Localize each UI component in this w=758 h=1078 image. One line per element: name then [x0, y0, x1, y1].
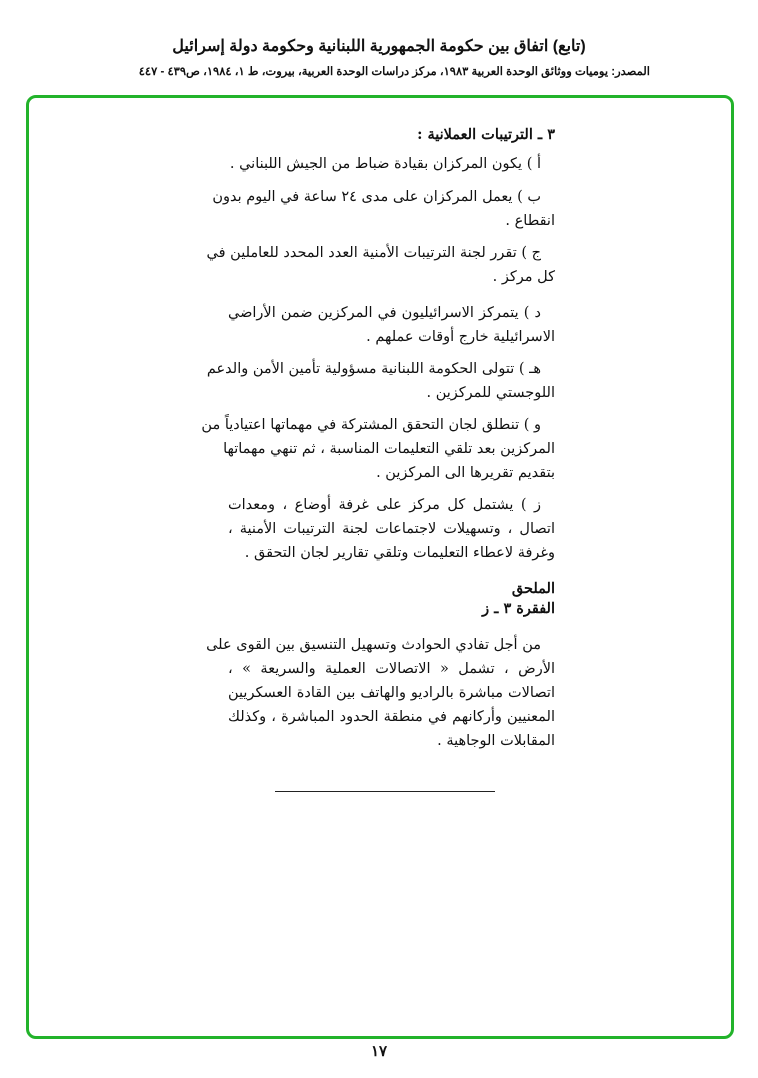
page-number: ١٧ [370, 1043, 388, 1060]
annex-heading [228, 577, 555, 621]
clause-e [206, 357, 555, 405]
section-heading [228, 123, 555, 147]
annex-line: اتصالات مباشرة بالراديو والهاتف بين القادة العسكريين [228, 685, 555, 701]
page-frame [26, 95, 734, 1039]
clause-line: اللوجستي للمركزين . [426, 385, 555, 401]
clause-line: اتصال ، وتسهيلات لاجتماعات لجنة الترتيبات الأمنية ، [228, 521, 555, 537]
clause-c [206, 241, 555, 289]
clause-g [228, 493, 555, 565]
clause-d [228, 301, 555, 349]
section-heading-text: ٣ ـ الترتيبات العملانية : [417, 126, 555, 143]
source-citation: المصدر: يوميات ووثائق الوحدة العربية ١٩٨٣، مركز دراسات الوحدة العربية، بيروت، ط ١، ١٩٨٤، ص٤٣٩ - ٤٤٧ [138, 66, 650, 78]
clause-line: المركزين بعد تلقي التعليمات المناسبة ، ثم تنهي مهماتها [223, 441, 555, 457]
clause-line: ب ) يعمل المركزان على مدى ٢٤ ساعة في اليوم بدون [212, 189, 541, 205]
clause-line: هـ ) تتولى الحكومة اللبنانية مسؤولية تأمين الأمن والدعم [206, 361, 541, 377]
clause-line: انقطاع . [505, 213, 555, 229]
annex-line: من أجل تفادي الحوادث وتسهيل التنسيق بين القوى على [206, 637, 541, 653]
annex-line: الأرض ، تشمل « الاتصالات العملية والسريعة » ، [228, 661, 555, 677]
end-divider [275, 791, 495, 792]
clause-a [228, 152, 555, 176]
clause-line: بتقديم تقريرها الى المركزين . [376, 465, 555, 481]
clause-line: وغرفة لاعطاء التعليمات وتلقي تقارير لجان التحقق . [244, 545, 555, 561]
clause-line: د ) يتمركز الاسرائيليون في المركزين ضمن الأراضي [228, 305, 541, 321]
clause-line: أ ) يكون المركزان بقيادة ضباط من الجيش اللبناني . [229, 156, 541, 172]
annex-paragraph [206, 633, 555, 753]
clause-f [201, 413, 555, 485]
clause-line: ج ) تقرر لجنة الترتيبات الأمنية العدد المحدد للعاملين في [206, 245, 541, 261]
clause-line: كل مركز . [492, 269, 555, 285]
annex-line: المعنيين وأركانهم في منطقة الحدود المباشرة ، وكذلك [228, 709, 555, 725]
document-title: (تابع) اتفاق بين حكومة الجمهورية اللبنانية وحكومة دولة إسرائيل [172, 38, 586, 55]
annex-line: المقابلات الوجاهية . [437, 733, 555, 749]
clause-line: الاسرائيلية خارج أوقات عملهم . [366, 329, 555, 345]
annex-subtitle: الفقرة ٣ ـ ز [482, 600, 555, 617]
clause-b [212, 185, 555, 233]
clause-line: و ) تنطلق لجان التحقق المشتركة في مهماتها اعتيادياً من [201, 417, 541, 433]
annex-title: الملحق [511, 580, 555, 597]
clause-line: ز ) يشتمل كل مركز على غرفة أوضاع ، ومعدات [228, 497, 541, 513]
